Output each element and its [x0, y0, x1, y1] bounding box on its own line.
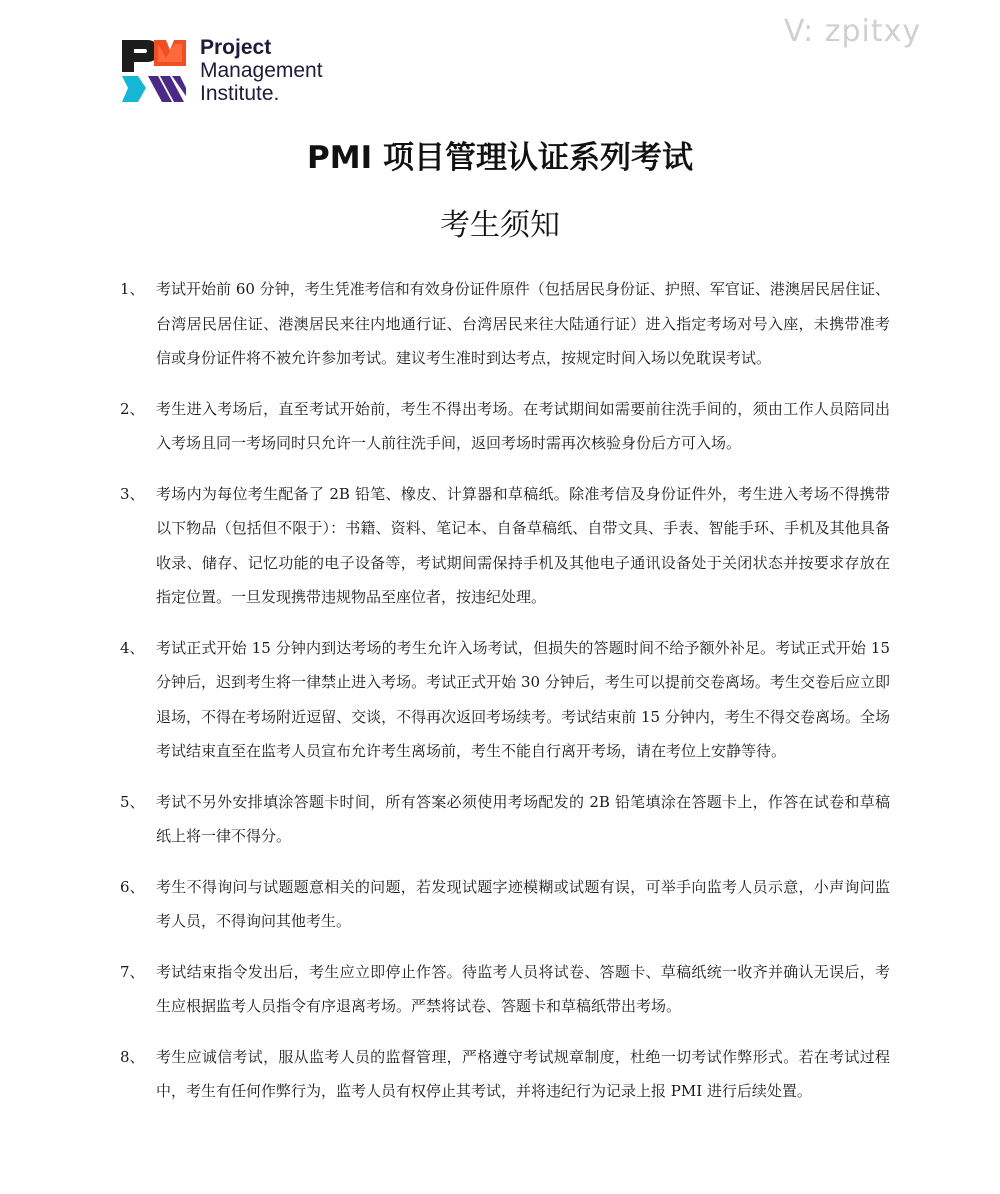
notice-item	[120, 1040, 890, 1109]
notice-text: 考试正式开始 15 分钟内到达考场的考生允许入场考试，但损失的答题时间不给予额外补足。考试正式开始 15 分钟后，迟到考生将一律禁止进入考场。考试正式开始 30 分钟后，考生可以提前交卷离场。考生交卷后应立即退场，不得在考场附近逗留、交谈，不得再次返回考场续考。考试结束前 15 分钟内，考生不得交卷离场。全场考试结束直至在监考人员宣布允许考生离场前，考生不能自行离开考场，请在考位上安静等待。	[156, 638, 890, 760]
notice-text: 考试开始前 60 分钟，考生凭准考信和有效身份证件原件（包括居民身份证、护照、军官证、港澳居民居住证、台湾居民居住证、港澳居民来往内地通行证、台湾居民来往大陆通行证）进入指定考场对号入座，未携带准考信或身份证件将不被允许参加考试。建议考生准时到达考点，按规定时间入场以免耽误考试。	[156, 280, 890, 367]
logo-line-project: Project	[200, 36, 272, 59]
notice-text: 考生不得询问与试题题意相关的问题，若发现试题字迹模糊或试题有误，可举手向监考人员示意，小声询问监考人员，不得询问其他考生。	[156, 877, 890, 930]
notice-item	[120, 631, 890, 769]
notice-text: 考生进入考场后，直至考试开始前，考生不得出考场。在考试期间如需要前往洗手间的，须由工作人员陪同出入考场且同一考场同时只允许一人前往洗手间，返回考场时需再次核验身份后方可入场。	[156, 399, 890, 452]
watermark-text: V: zpitxy	[784, 14, 922, 49]
notice-number: 8、	[120, 1047, 145, 1066]
notice-number: 6、	[120, 877, 145, 896]
notice-text: 考生应诚信考试，服从监考人员的监督管理，严格遵守考试规章制度，杜绝一切考试作弊形式。若在考试过程中，考生有任何作弊行为，监考人员有权停止其考试，并将违纪行为记录上报 PMI 进行后续处置。	[156, 1047, 890, 1100]
notice-text: 考试不另外安排填涂答题卡时间，所有答案必须使用考场配发的 2B 铅笔填涂在答题卡上，作答在试卷和草稿纸上将一律不得分。	[156, 792, 890, 845]
notice-number: 1、	[120, 280, 145, 298]
notice-item	[120, 955, 890, 1024]
notice-number: 7、	[120, 962, 145, 981]
notice-number: 3、	[120, 484, 145, 503]
notice-number: 4、	[120, 638, 145, 657]
notice-list	[120, 272, 890, 1125]
notice-item	[120, 785, 890, 854]
notice-number: 2、	[120, 399, 145, 418]
notice-item	[120, 272, 890, 376]
document-subtitle: 考生须知	[440, 208, 560, 243]
pmi-logo	[120, 36, 323, 106]
notice-item	[120, 870, 890, 939]
pmi-logo-wordmark	[200, 36, 323, 105]
notice-item	[120, 477, 890, 615]
logo-line-management: Management	[200, 59, 323, 82]
pmi-logo-icon	[120, 36, 188, 106]
notice-text: 考试结束指令发出后，考生应立即停止作答。待监考人员将试卷、答题卡、草稿纸统一收齐并确认无误后，考生应根据监考人员指令有序退离考场。严禁将试卷、答题卡和草稿纸带出考场。	[156, 962, 890, 1015]
notice-item	[120, 392, 890, 461]
notice-text: 考场内为每位考生配备了 2B 铅笔、橡皮、计算器和草稿纸。除准考信及身份证件外，考生进入考场不得携带以下物品（包括但不限于）：书籍、资料、笔记本、自备草稿纸、自带文具、手表、智能手环、手机及其他具备收录、储存、记忆功能的电子设备等，考试期间需保持手机及其他电子通讯设备处于关闭状态并按要求存放在指定位置。一旦发现携带违规物品至座位者，按违纪处理。	[156, 484, 890, 606]
notice-number: 5、	[120, 792, 145, 811]
document-title: PMI 项目管理认证系列考试	[307, 140, 693, 176]
logo-line-institute: Institute.	[200, 82, 280, 105]
